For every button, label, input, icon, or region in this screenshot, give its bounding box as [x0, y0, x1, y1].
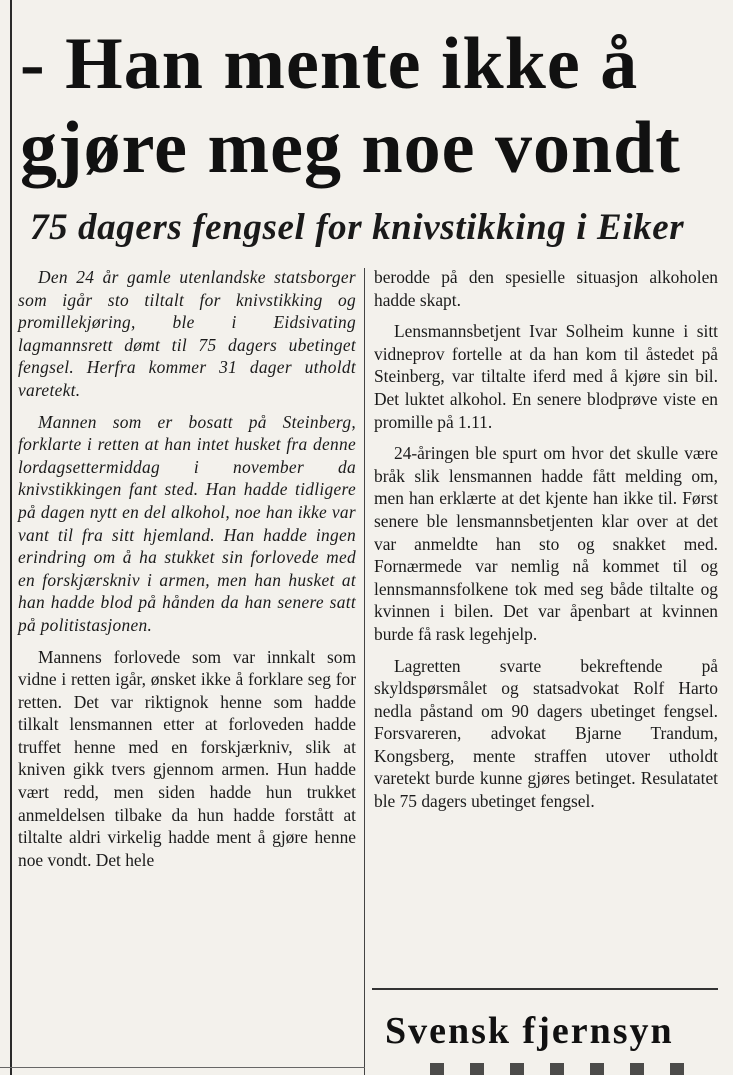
- body-paragraph: berodde på den spesielle situasjon alkoholen hadde skapt.: [374, 267, 718, 310]
- page-left-rule: [10, 0, 12, 1075]
- bottom-rule: [0, 1067, 365, 1068]
- article-headline: - Han mente ikke å gjøre meg noe vondt: [20, 23, 681, 189]
- column-divider: [364, 268, 365, 1075]
- body-paragraph: Lagretten svarte bekreftende på skyldspørsmålet og statsadvokat Rolf Harto nedla påstand om 90 dagers ubetinget fengsel. Forsvareren, advokat Bjarne Trandum, Kongsberg, mente straffen utover utholdt varetekt burde kunne gjøres betinget. Resulatatet ble 75 dagers ubetinget fengsel.: [374, 655, 718, 812]
- lead-paragraph-1: Den 24 år gamle utenlandske statsborger som igår sto tiltalt for knivstikking og promillekjøring, ble i Eidsivating lagmannsrett dømt til 75 dagers ubetinget fengsel. Herfra kommer 31 dager utholdt varetekt.: [18, 267, 356, 400]
- article-subheadline: 75 dagers fengsel for knivstikking i Eiker: [30, 207, 685, 248]
- cutoff-text-fragment: [430, 1063, 690, 1075]
- body-paragraph: Mannens forlovede som var innkalt som vidne i retten igår, ønsket ikke å forklare seg for retten. Det var riktignok henne som hadde tilkalt lensmannen etter at forloveden hadde truffet henne med en forskjærkniv, slik at kniven gikk tvers gjennom armen. Hun hadde vært redd, men siden hadde hun trukket anmeldelsen tilbake da hun hadde forstått at tiltalte aldri virkelig hadde ment å gjøre henne noe vondt. Det hele: [18, 646, 356, 870]
- body-paragraph: Lensmannsbetjent Ivar Solheim kunne i sitt vidneprov fortelle at da han kom til åstedet på Steinberg, var tiltalte iferd med å kjøre sin bil. Det luktet alkohol. En senere blodprøve viste en promille på 1.11.: [374, 321, 718, 432]
- next-article-headline: Svensk fjernsyn: [385, 1010, 674, 1052]
- lead-paragraph-2: Mannen som er bosatt på Steinberg, forklarte i retten at han intet husket fra denne lordagsettermiddag i november da knivstikkingen fant sted. Han hadde tidligere på dagen nytt en del alkohol, noe han ikke var vant til fra sitt hjemland. Han hadde ingen erindring om å ha stukket sin forlovede med en forskjærskniv i armen, men han husket at han hadde blod på hånden da han senere satt på politistasjonen.: [18, 411, 356, 635]
- body-paragraph: 24-åringen ble spurt om hvor det skulle være bråk slik lensmannen hadde fått melding om, men han erklærte at det kjente han ikke til. Først senere ble lensmannsbetjenten klar over at det var anmeldte han sto og snakket med. Fornærmede var nemlig nå kommet til og lennsmannsfolkene tok med seg både tiltalte og kvinnen i bilen. Det var åpenbart at kvinnen burde få rask legehjelp.: [374, 443, 718, 644]
- article-left-column: [18, 266, 356, 880]
- article-right-column: [374, 266, 718, 822]
- section-divider: [372, 988, 718, 990]
